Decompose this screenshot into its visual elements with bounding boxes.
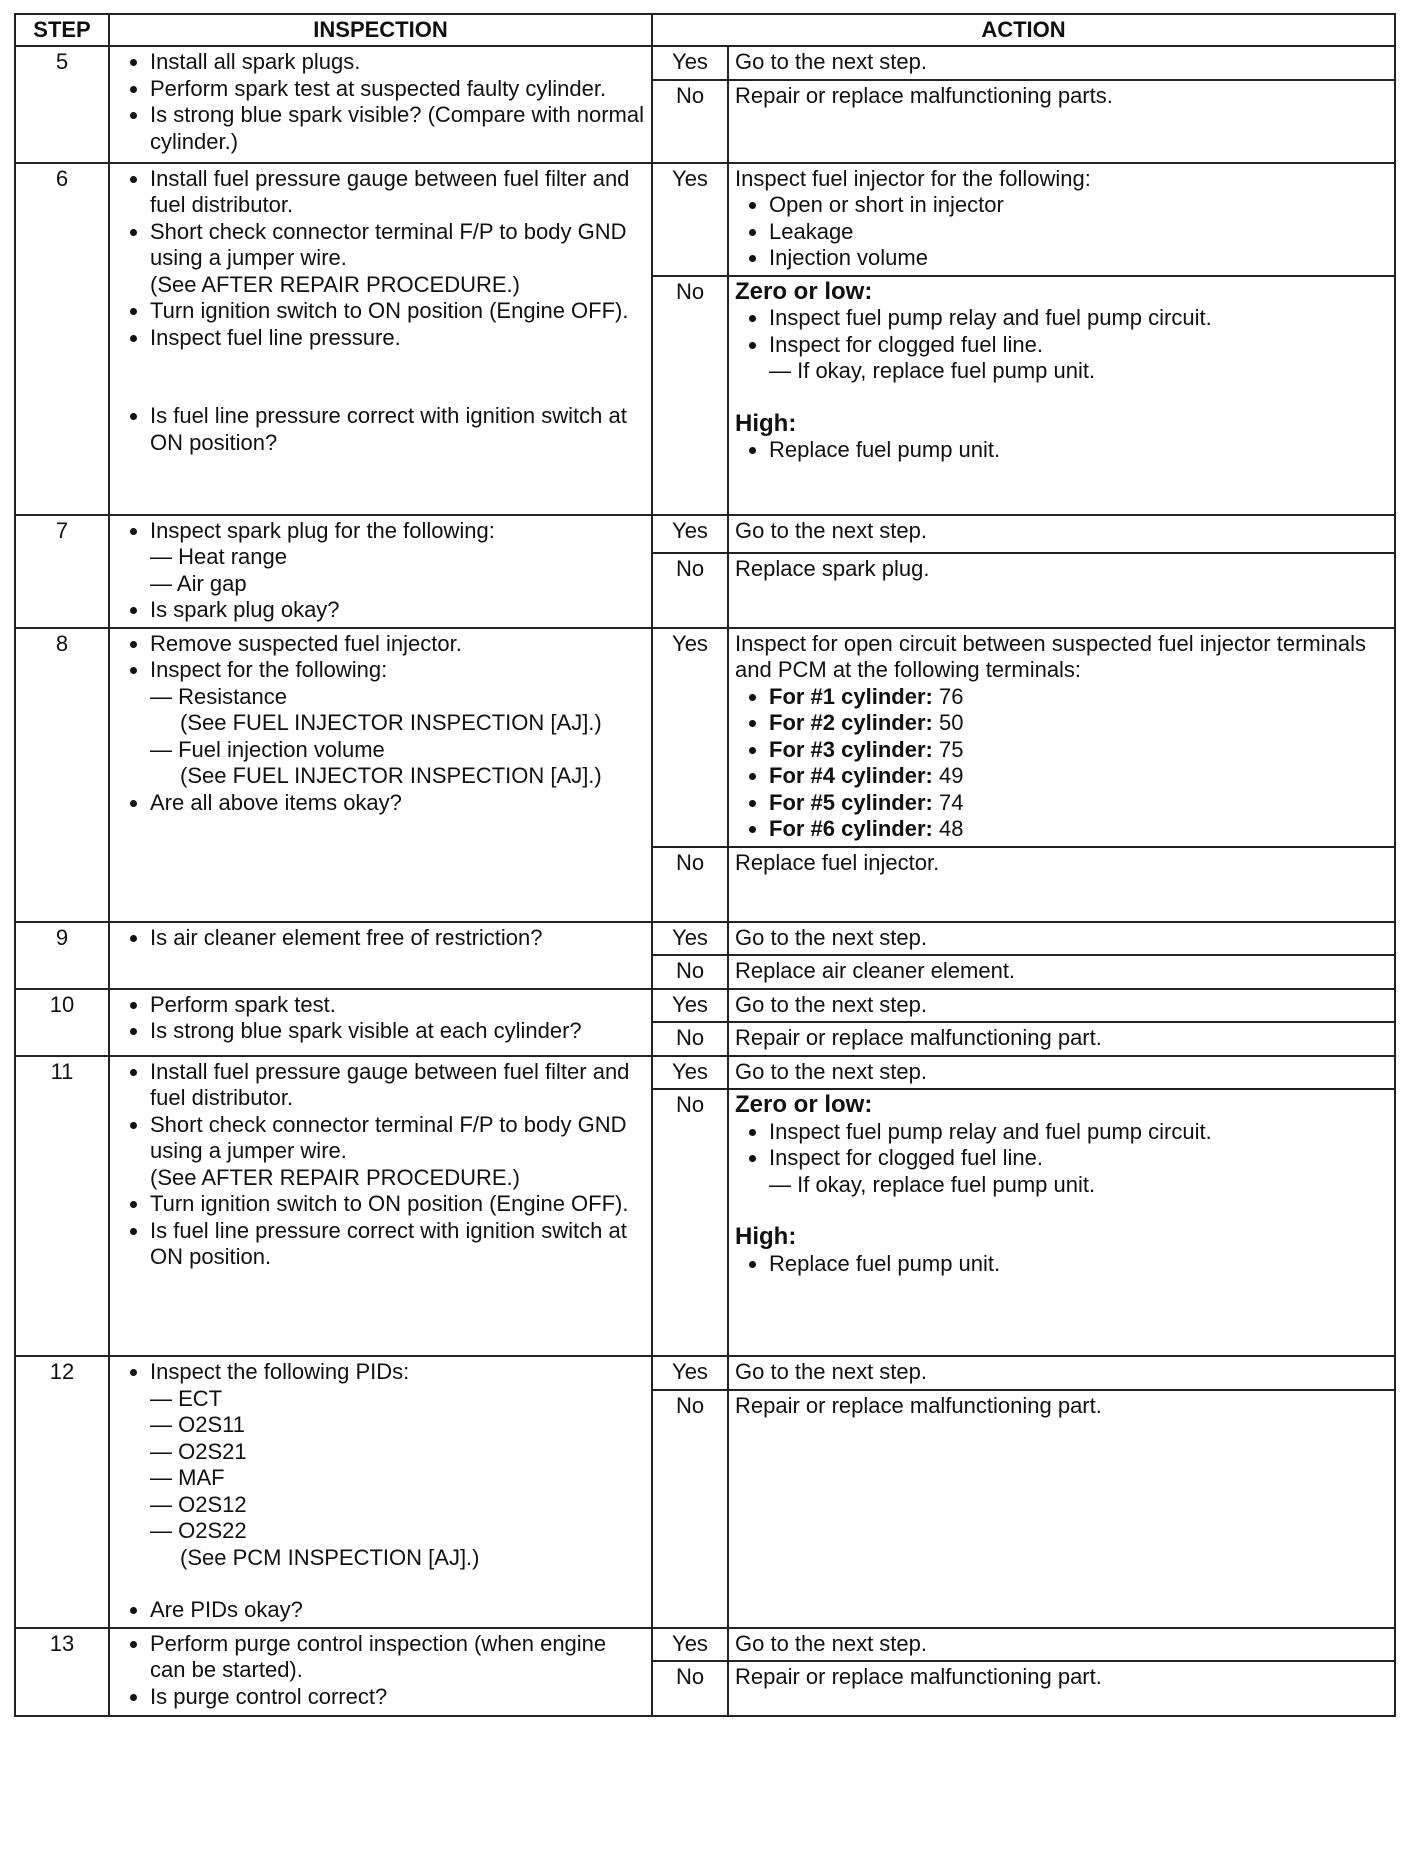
inspection-cell [109, 46, 652, 163]
action-item [769, 1145, 1388, 1198]
inspection-item: • Are all above items okay? [150, 790, 645, 817]
terminal-number: 48 [932, 816, 964, 841]
inspection-subitem: — Heat range [150, 544, 287, 569]
yes-action: Go to the next step. [728, 515, 1395, 553]
table-header-row [15, 14, 1395, 46]
no-action: Repair or replace malfunctioning part. [728, 1390, 1395, 1627]
pid-item: — MAF [150, 1465, 225, 1490]
inspection-cell [109, 515, 652, 628]
cylinder-label: For #6 cylinder: [769, 816, 933, 841]
inspection-item [150, 1112, 645, 1192]
inspection-text: Inspect for the following: [150, 657, 388, 682]
step-number: 6 [15, 163, 109, 515]
yes-action: Go to the next step. [728, 922, 1395, 956]
yes-action: Go to the next step. [728, 1056, 1395, 1090]
condition-heading: High: [735, 1223, 797, 1250]
inspection-cell [109, 1628, 652, 1717]
action-column-header: ACTION [652, 14, 1395, 46]
no-label: No [652, 1661, 728, 1716]
terminal-number: 74 [932, 789, 964, 815]
pid-item: — O2S11 [150, 1412, 245, 1437]
yes-label: Yes [652, 1056, 728, 1090]
cylinder-label: For #5 cylinder: [769, 789, 933, 815]
no-label: No [652, 955, 728, 989]
cylinder-terminal-item [769, 763, 1388, 790]
no-label: No [652, 1089, 728, 1356]
no-action: Replace fuel injector. [728, 847, 1395, 922]
condition-heading: Zero or low: [735, 277, 873, 305]
inspection-item [150, 518, 645, 598]
action-item: • Replace fuel pump unit. [769, 1251, 1388, 1278]
step-number: 9 [15, 922, 109, 989]
action-item: • Injection volume [769, 245, 1388, 272]
cylinder-terminal-item [769, 790, 1388, 817]
action-text: Inspect for clogged fuel line. [769, 1145, 1043, 1170]
step-number: 7 [15, 515, 109, 628]
yes-action: Go to the next step. [728, 989, 1395, 1023]
inspection-item: • Are PIDs okay? [150, 1597, 645, 1624]
no-label: No [652, 553, 728, 628]
table-row [15, 1628, 1395, 1662]
cylinder-terminal-item [769, 816, 1388, 843]
pid-item: — O2S22 [150, 1518, 247, 1543]
action-text: Inspect for clogged fuel line. [769, 331, 1043, 357]
diagnostic-procedure-page [14, 13, 1394, 1717]
pid-item: — ECT [150, 1385, 223, 1411]
no-label: No [652, 1390, 728, 1627]
no-label: No [652, 1022, 728, 1056]
terminal-number: 50 [932, 710, 964, 735]
inspection-text: Inspect spark plug for the following: [150, 517, 495, 543]
table-row [15, 163, 1395, 276]
action-item: • Inspect fuel pump relay and fuel pump circuit. [769, 305, 1388, 332]
action-item: • Replace fuel pump unit. [769, 437, 1388, 464]
yes-label: Yes [652, 1356, 728, 1390]
inspection-item: • Is air cleaner element free of restriction? [150, 925, 645, 952]
inspection-item: • Remove suspected fuel injector. [150, 631, 645, 658]
table-row [15, 989, 1395, 1023]
inspection-cell [109, 1056, 652, 1357]
inspection-item: • Install fuel pressure gauge between fuel filter and fuel distributor. [150, 1059, 645, 1112]
no-action: Repair or replace malfunctioning parts. [728, 80, 1395, 163]
yes-label: Yes [652, 628, 728, 847]
pid-item: — O2S21 [150, 1438, 247, 1464]
inspection-item: • Install fuel pressure gauge between fuel filter and fuel distributor. [150, 166, 645, 219]
no-action: Replace air cleaner element. [728, 955, 1395, 989]
no-label: No [652, 847, 728, 922]
action-item [769, 332, 1388, 385]
yes-action [728, 163, 1395, 276]
cylinder-terminal-item [769, 737, 1388, 764]
terminal-number: 76 [932, 683, 964, 709]
inspection-item: • Turn ignition switch to ON position (Engine OFF). [150, 298, 645, 325]
step-number: 12 [15, 1356, 109, 1628]
no-action [728, 1089, 1395, 1356]
inspection-item: • Is fuel line pressure correct with ignition switch at ON position. [150, 1218, 645, 1271]
inspection-note: (See PCM INSPECTION [AJ].) [180, 1544, 480, 1570]
inspection-item: • Is strong blue spark visible at each cylinder? [150, 1018, 645, 1045]
cylinder-terminal-item [769, 684, 1388, 711]
inspection-item: • Is spark plug okay? [150, 597, 645, 624]
table-row [15, 922, 1395, 956]
inspection-cell [109, 1356, 652, 1628]
no-action [728, 276, 1395, 515]
inspection-item: • Turn ignition switch to ON position (Engine OFF). [150, 1191, 645, 1218]
inspection-cell [109, 989, 652, 1056]
no-action: Repair or replace malfunctioning part. [728, 1661, 1395, 1716]
inspection-note: (See FUEL INJECTOR INSPECTION [AJ].) [180, 710, 602, 735]
step-number: 8 [15, 628, 109, 922]
action-item: • Open or short in injector [769, 192, 1388, 219]
inspection-note: (See FUEL INJECTOR INSPECTION [AJ].) [180, 763, 602, 788]
inspection-column-header: INSPECTION [109, 14, 652, 46]
no-label: No [652, 80, 728, 163]
no-action: Repair or replace malfunctioning part. [728, 1022, 1395, 1056]
inspection-item: • Is strong blue spark visible? (Compare with normal cylinder.) [150, 102, 645, 155]
inspection-item: • Perform spark test. [150, 992, 645, 1019]
inspection-item: • Is purge control correct? [150, 1684, 645, 1711]
table-row [15, 515, 1395, 553]
pid-item: — O2S12 [150, 1491, 247, 1517]
inspection-item [150, 219, 645, 299]
cylinder-label: For #2 cylinder: [769, 710, 933, 735]
yes-action: Go to the next step. [728, 46, 1395, 80]
action-text: Inspect fuel injector for the following: [735, 165, 1091, 191]
yes-label: Yes [652, 989, 728, 1023]
inspection-item: • Perform spark test at suspected faulty cylinder. [150, 76, 645, 103]
step-number: 13 [15, 1628, 109, 1717]
action-note: — If okay, replace fuel pump unit. [769, 1171, 1096, 1197]
inspection-item [150, 1359, 645, 1571]
yes-label: Yes [652, 922, 728, 956]
table-row [15, 46, 1395, 80]
yes-label: Yes [652, 515, 728, 553]
terminal-number: 49 [932, 763, 964, 788]
inspection-item: • Install all spark plugs. [150, 49, 645, 76]
inspection-cell [109, 922, 652, 989]
table-row [15, 1056, 1395, 1090]
inspection-item [150, 657, 645, 790]
inspection-subitem: — Resistance [150, 683, 287, 709]
inspection-cell [109, 628, 652, 922]
condition-heading: High: [735, 409, 797, 437]
inspection-item: • Inspect fuel line pressure. [150, 325, 645, 352]
action-text: Inspect for open circuit between suspected fuel injector terminals and PCM at the following terminals: [735, 630, 1366, 682]
yes-action: Go to the next step. [728, 1356, 1395, 1390]
action-note: — If okay, replace fuel pump unit. [769, 358, 1096, 383]
terminal-number: 75 [932, 736, 964, 762]
inspection-note: (See AFTER REPAIR PROCEDURE.) [150, 271, 520, 297]
cylinder-label: For #3 cylinder: [769, 736, 933, 762]
inspection-cell [109, 163, 652, 515]
inspection-subitem: — Fuel injection volume [150, 736, 385, 762]
action-item: • Inspect fuel pump relay and fuel pump circuit. [769, 1119, 1388, 1146]
yes-label: Yes [652, 1628, 728, 1662]
yes-label: Yes [652, 46, 728, 80]
inspection-text: Short check connector terminal F/P to body GND using a jumper wire. [150, 1111, 627, 1163]
cylinder-label: For #4 cylinder: [769, 763, 933, 788]
table-row [15, 628, 1395, 847]
condition-heading: Zero or low: [735, 1091, 873, 1118]
yes-action: Go to the next step. [728, 1628, 1395, 1662]
cylinder-terminal-item [769, 710, 1388, 737]
diagnostic-table [14, 13, 1396, 1717]
inspection-item: • Is fuel line pressure correct with ignition switch at ON position? [150, 403, 645, 456]
inspection-text: Inspect the following PIDs: [150, 1359, 410, 1384]
table-row [15, 1356, 1395, 1390]
inspection-subitem: — Air gap [150, 570, 247, 596]
yes-action [728, 628, 1395, 847]
step-number: 10 [15, 989, 109, 1056]
step-number: 11 [15, 1056, 109, 1357]
cylinder-label: For #1 cylinder: [769, 683, 933, 709]
action-item: • Leakage [769, 219, 1388, 246]
step-column-header: STEP [15, 14, 109, 46]
no-label: No [652, 276, 728, 515]
inspection-note: (See AFTER REPAIR PROCEDURE.) [150, 1164, 520, 1190]
inspection-item: • Perform purge control inspection (when engine can be started). [150, 1631, 645, 1684]
no-action: Replace spark plug. [728, 553, 1395, 628]
yes-label: Yes [652, 163, 728, 276]
step-number: 5 [15, 46, 109, 163]
inspection-text: Short check connector terminal F/P to body GND using a jumper wire. [150, 218, 627, 270]
